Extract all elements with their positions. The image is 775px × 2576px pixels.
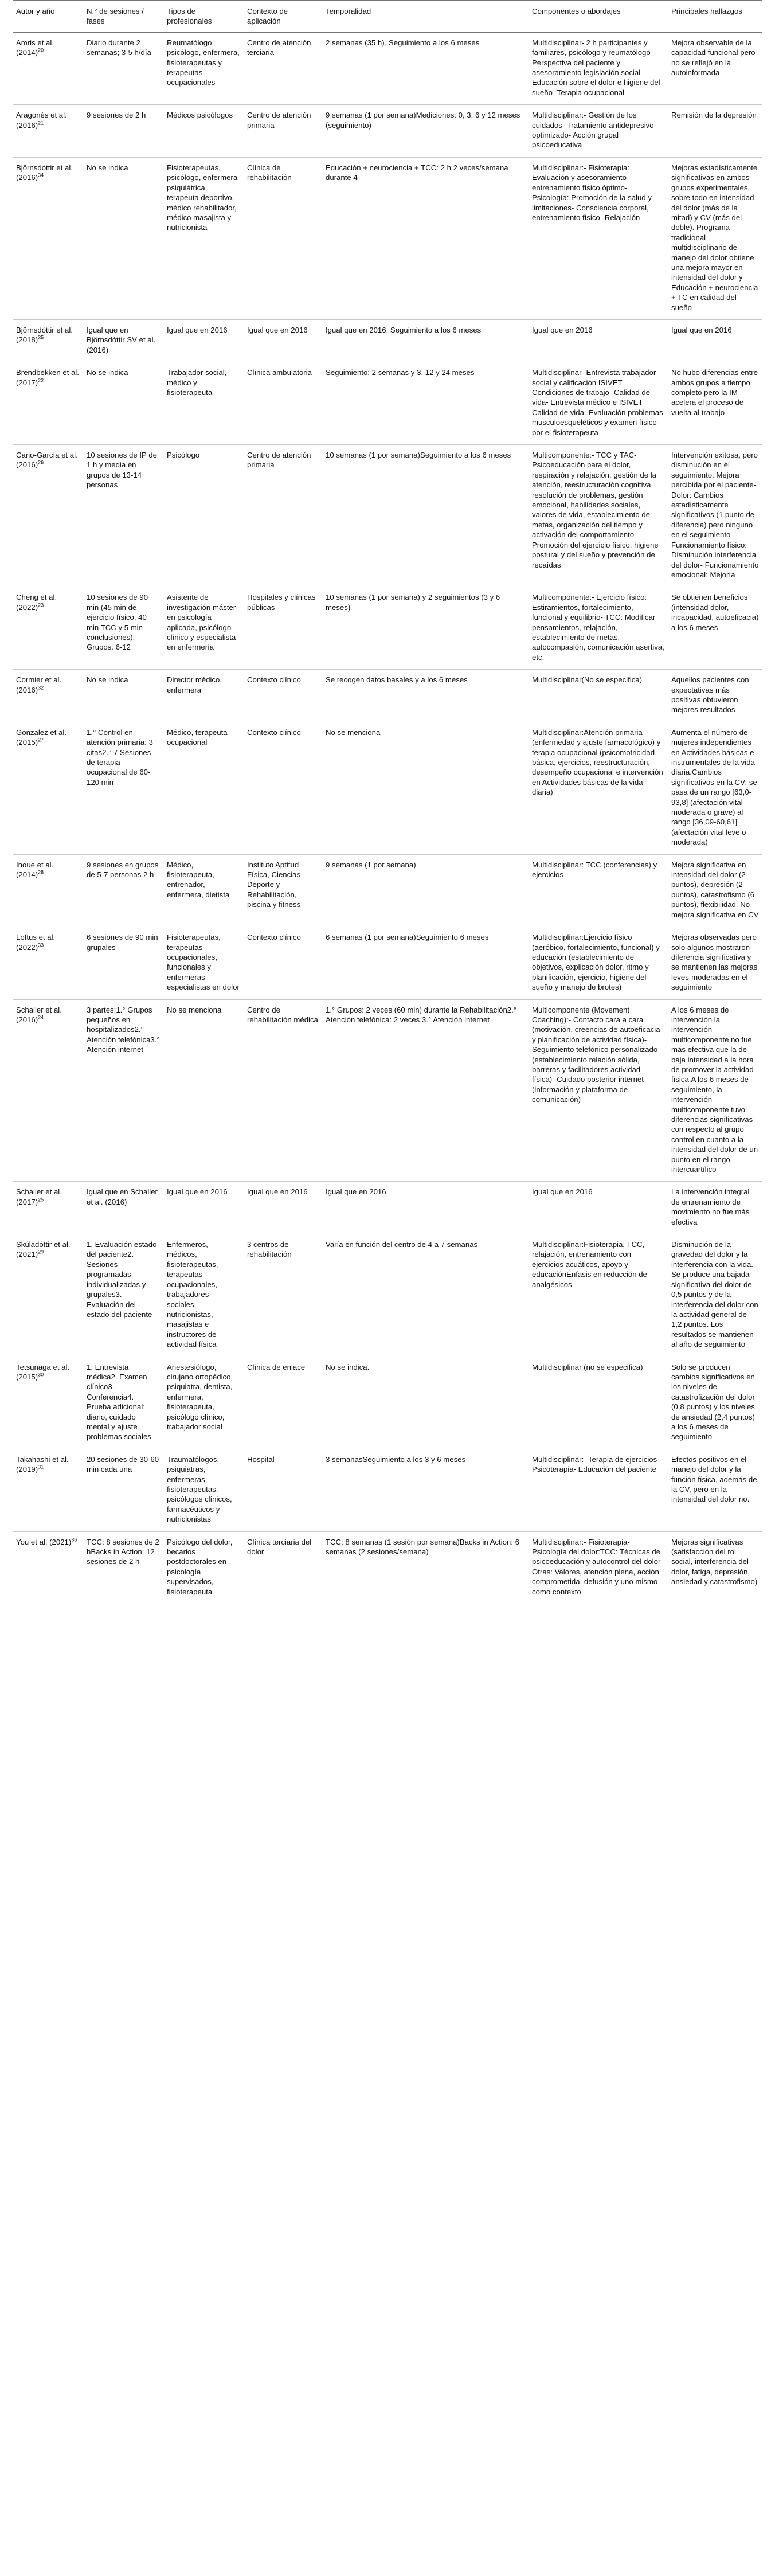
column-header: Temporalidad: [322, 1, 529, 33]
temporality-cell: [322, 854, 529, 927]
components-cell: [529, 999, 668, 1182]
sessions-cell: [83, 1182, 163, 1234]
sessions-cell: [83, 854, 163, 927]
temporality-cell-text: 10 semanas (1 por semana) y 2 seguimientos (3 y 6 meses): [326, 593, 500, 612]
sessions-cell: [83, 999, 163, 1182]
author-cell-text: Gonzalez et al. (2015): [16, 728, 66, 747]
table-row: [13, 587, 762, 670]
professionals-cell: [163, 1449, 244, 1531]
author-cell: [13, 670, 83, 722]
context-cell-text: 3 centros de rehabilitación: [247, 1240, 292, 1259]
temporality-cell: [322, 32, 529, 104]
author-cell: [13, 1182, 83, 1234]
professionals-cell-text: Igual que en 2016: [167, 1187, 228, 1197]
temporality-cell-text: 9 semanas (1 por semana)Mediciones: 0, 3, 6 y 12 meses (seguimiento): [326, 111, 520, 130]
sessions-cell: [83, 927, 163, 999]
temporality-cell: [322, 670, 529, 722]
table-row: [13, 105, 762, 158]
temporality-cell-text: 9 semanas (1 por semana): [326, 860, 416, 869]
author-cell-text: Cormier et al. (2016): [16, 675, 62, 694]
table-row: [13, 445, 762, 587]
components-cell-text: Multidisciplinar:Fisioterapia, TCC, relajación, entrenamiento con ejercicios acuáticos, apoyo y educaciónÉnfasis en reducción de analgésicos: [532, 1240, 647, 1289]
context-cell: [244, 1357, 322, 1449]
temporality-cell: [322, 722, 529, 854]
table-row: [13, 1531, 762, 1604]
temporality-cell-text: Seguimiento: 2 semanas y 3, 12 y 24 meses: [326, 368, 475, 377]
temporality-cell-text: 6 semanas (1 por semana)Seguimiento 6 meses: [326, 933, 489, 942]
author-cell-text: Amris et al. (2014): [16, 38, 54, 57]
sessions-cell: [83, 722, 163, 854]
components-cell-text: Multidisciplinar:- Terapia de ejercicios- Psicoterapia- Educación del paciente: [532, 1455, 660, 1474]
sessions-cell-text: No se indica: [87, 368, 128, 377]
author-cell: [13, 854, 83, 927]
findings-cell-text: Remisión de la depresión: [671, 111, 757, 120]
sessions-cell: [83, 587, 163, 670]
author-cell: [13, 362, 83, 445]
components-cell-text: Multidisciplinar (no se especifica): [532, 1362, 643, 1371]
temporality-cell: [322, 587, 529, 670]
temporality-cell: [322, 319, 529, 362]
author-cell-text: Schaller et al. (2017): [16, 1187, 62, 1206]
sessions-cell-text: Igual que en Schaller et al. (2016): [87, 1187, 158, 1206]
professionals-cell-text: No se menciona: [167, 1005, 222, 1014]
findings-cell-text: Mejoras significativas (satisfacción del rol social, interferencia del dolor, fatiga, depresión, ansiedad y catastrofismo): [671, 1537, 758, 1586]
professionals-cell-text: Médicos psicólogos: [167, 111, 233, 120]
sessions-cell: [83, 105, 163, 158]
author-cell-text: Cario-García et al. (2016): [16, 451, 78, 470]
context-cell-text: Contexto clínico: [247, 728, 301, 737]
author-cell: [13, 32, 83, 104]
author-cell: [13, 445, 83, 587]
components-cell: [529, 1357, 668, 1449]
context-cell-text: Hospital: [247, 1455, 275, 1464]
components-cell: [529, 319, 668, 362]
sessions-cell-text: TCC: 8 sesiones de 2 hBacks in Action: 12 sesiones de 2 h: [87, 1537, 159, 1566]
components-cell-text: Multidisciplinar:Ejercicio físico (aeróbico, fortalecimiento, funcional) y educación (establecimiento de objetivos, explicación dolor, ritmo y planificación, ejercicio, higiene del sueño y manejo de brotes): [532, 933, 660, 992]
sessions-cell-text: 6 sesiones de 90 min grupales: [87, 933, 158, 952]
temporality-cell-text: TCC: 8 semanas (1 sesión por semana)Backs in Action: 6 semanas (2 sesiones/semana): [326, 1537, 519, 1557]
temporality-cell-text: Varía en función del centro de 4 a 7 semanas: [326, 1240, 478, 1249]
author-cell: [13, 1234, 83, 1357]
context-cell: [244, 854, 322, 927]
professionals-cell-text: Asistente de investigación máster en psicología aplicada, psicólogo clínico y especialista en enfermería: [167, 593, 236, 652]
author-cell-text: Loftus et al. (2022): [16, 933, 56, 952]
temporality-cell-text: 2 semanas (35 h). Seguimiento a los 6 meses: [326, 38, 480, 47]
findings-cell: [668, 1531, 762, 1604]
components-cell-text: Multidisciplinar- 2 h participantes y familiares, psicólogo y reumatólogo- Perspectiva del paciente y asesoramiento legislación social- Educación sobre el dolor e higiene del sueño- Terapia ocupacional: [532, 38, 660, 97]
components-cell: [529, 670, 668, 722]
author-cell: [13, 722, 83, 854]
temporality-cell-text: Educación + neurociencia + TCC: 2 h 2 veces/semana durante 4: [326, 163, 508, 182]
findings-cell: [668, 445, 762, 587]
context-cell: [244, 32, 322, 104]
author-cell-text: Schaller et al. (2016): [16, 1005, 62, 1024]
temporality-cell-text: 3 semanasSeguimiento a los 3 y 6 meses: [326, 1455, 466, 1464]
reference-number: 35: [38, 334, 44, 341]
findings-cell: [668, 670, 762, 722]
author-cell: [13, 999, 83, 1182]
findings-cell-text: Se obtienen beneficios (intensidad dolor, incapacidad, autoeficacia) a los 6 meses: [671, 593, 759, 632]
reference-number: 27: [38, 737, 44, 743]
table-row: [13, 319, 762, 362]
sessions-cell: [83, 157, 163, 319]
context-cell: [244, 105, 322, 158]
sessions-cell-text: Diario durante 2 semanas; 3-5 h/día: [87, 38, 151, 57]
context-cell: [244, 587, 322, 670]
table-header: [13, 1, 762, 33]
components-cell: [529, 1449, 668, 1531]
professionals-cell-text: Fisioterapeutas, terapeutas ocupacionales, funcionales y enfermeras especialistas en dolor: [167, 933, 240, 992]
findings-cell-text: Intervención exitosa, pero disminución en el seguimiento. Mejora percibida por el paciente- Dolor: Cambios estadísticamente significativos (1 punto de diferencia) pero ninguno en el seguimiento- Funcionamiento físico: Disminución interferencia del dolor- Funcionamiento emocional: Mejoría: [671, 451, 759, 579]
column-header: N.° de sesiones / fases: [83, 1, 163, 33]
temporality-cell: [322, 999, 529, 1182]
column-header: Componentes o abordajes: [529, 1, 668, 33]
context-cell-text: Clínica de enlace: [247, 1362, 306, 1371]
sessions-cell: [83, 1449, 163, 1531]
temporality-cell: [322, 1182, 529, 1234]
context-cell-text: Igual que en 2016: [247, 325, 308, 334]
context-cell: [244, 1234, 322, 1357]
components-cell-text: Igual que en 2016: [532, 1187, 593, 1197]
temporality-cell-text: 10 semanas (1 por semana)Seguimiento a los 6 meses: [326, 451, 511, 460]
professionals-cell-text: Psicólogo del dolor, becarios postdoctorales en psicología supervisados, fisioterapeuta: [167, 1537, 233, 1596]
findings-cell-text: Efectos positivos en el manejo del dolor y la función física, además de la CV, pero en la intensidad del dolor no.: [671, 1455, 757, 1504]
components-cell: [529, 854, 668, 927]
findings-cell: [668, 854, 762, 927]
findings-cell-text: Mejoras observadas pero solo algunos mostraron diferencia significativa y se mantienen las mejoras leves-moderadas en el seguimiento: [671, 933, 758, 992]
components-cell: [529, 157, 668, 319]
author-cell-text: You et al. (2021): [16, 1537, 72, 1546]
reference-number: 25: [38, 1197, 44, 1203]
author-cell: [13, 587, 83, 670]
context-cell: [244, 999, 322, 1182]
findings-cell-text: No hubo diferencias entre ambos grupos a tiempo completo pero la IM acelera el proceso de vuelta al trabajo: [671, 368, 758, 417]
reference-number: 23: [38, 602, 44, 608]
professionals-cell-text: Igual que en 2016: [167, 325, 228, 334]
findings-cell: [668, 319, 762, 362]
author-cell-text: Inoue et al. (2014): [16, 860, 54, 879]
context-cell: [244, 319, 322, 362]
professionals-cell: [163, 927, 244, 999]
sessions-cell: [83, 1531, 163, 1604]
findings-cell: [668, 32, 762, 104]
components-cell: [529, 1531, 668, 1604]
temporality-cell-text: 1.° Grupos: 2 veces (60 min) durante la Rehabilitación2.° Atención telefónica: 2 veces.3.° Atención internet: [326, 1005, 517, 1024]
components-cell: [529, 722, 668, 854]
sessions-cell-text: 1. Entrevista médica2. Examen clínico3. Conferencia4. Prueba adicional: diario, cuidado mental y ajuste problemas sociales: [87, 1362, 151, 1441]
components-cell-text: Multidisciplinar:Atención primaria (enfermedad y ajuste farmacológico) y terapia ocupacional (psicomotricidad básica, ejercicios, reestructuración, desempeño ocupacional e intervención en Actividades básicas de la vida diaria): [532, 728, 663, 797]
table-row: [13, 854, 762, 927]
professionals-cell: [163, 445, 244, 587]
components-cell: [529, 32, 668, 104]
table-row: [13, 1234, 762, 1357]
reference-number: 33: [38, 942, 44, 948]
components-cell-text: Multidisciplinar: TCC (conferencias) y ejercicios: [532, 860, 657, 879]
context-cell: [244, 445, 322, 587]
sessions-cell-text: 1.° Control en atención primaria: 3 citas2.° 7 Sesiones de terapia ocupacional de 60-120 min: [87, 728, 153, 787]
findings-cell: [668, 999, 762, 1182]
table-row: [13, 157, 762, 319]
findings-cell: [668, 927, 762, 999]
professionals-cell: [163, 999, 244, 1182]
author-cell: [13, 105, 83, 158]
table-row: [13, 670, 762, 722]
temporality-cell: [322, 1449, 529, 1531]
professionals-cell-text: Trabajador social, médico y fisioterapeuta: [167, 368, 227, 397]
reference-number: 20: [38, 47, 44, 53]
professionals-cell: [163, 32, 244, 104]
temporality-cell: [322, 445, 529, 587]
components-cell: [529, 1234, 668, 1357]
author-cell-text: Aragonès et al. (2016): [16, 111, 67, 130]
sessions-cell-text: No se indica: [87, 163, 128, 172]
reference-number: 22: [38, 377, 44, 384]
sessions-cell-text: 1. Evaluación estado del paciente2. Sesiones programadas individualizadas y grupales3. Evaluación del estado del paciente: [87, 1240, 157, 1319]
components-cell: [529, 105, 668, 158]
table-row: [13, 927, 762, 999]
temporality-cell-text: No se indica.: [326, 1362, 370, 1371]
professionals-cell: [163, 1357, 244, 1449]
sessions-cell: [83, 445, 163, 587]
temporality-cell-text: Igual que en 2016. Seguimiento a los 6 meses: [326, 325, 482, 334]
sessions-cell: [83, 362, 163, 445]
reference-number: 26: [38, 460, 44, 466]
context-cell: [244, 722, 322, 854]
column-header: Tipos de profesionales: [163, 1, 244, 33]
findings-cell-text: Solo se producen cambios significativos en los niveles de catastrofización del dolor (0,8 puntos) y los niveles de ansiedad (2,4 puntos) a los 6 meses de seguimiento: [671, 1362, 755, 1441]
table-row: [13, 1182, 762, 1234]
author-cell-text: Tetsunaga et al. (2015): [16, 1362, 70, 1381]
components-cell-text: Igual que en 2016: [532, 325, 593, 334]
context-cell-text: Instituto Aptitud Física, Ciencias Deporte y Rehabilitación, piscina y fitness: [247, 860, 301, 909]
table-row: [13, 32, 762, 104]
context-cell: [244, 362, 322, 445]
findings-cell: [668, 105, 762, 158]
findings-cell: [668, 1234, 762, 1357]
findings-cell-text: Igual que en 2016: [671, 325, 732, 334]
professionals-cell: [163, 1531, 244, 1604]
table-row: [13, 362, 762, 445]
author-cell: [13, 1531, 83, 1604]
table-body: [13, 32, 762, 1604]
context-cell: [244, 1182, 322, 1234]
author-cell-text: Björnsdóttir et al. (2016): [16, 163, 73, 182]
context-cell-text: Contexto clínico: [247, 675, 301, 685]
context-cell-text: Centro de atención primaria: [247, 451, 311, 470]
column-header: Autor y año: [13, 1, 83, 33]
sessions-cell-text: 10 sesiones de IP de 1 h y media en grupos de 13-14 personas: [87, 451, 157, 490]
professionals-cell: [163, 587, 244, 670]
context-cell-text: Centro de atención primaria: [247, 111, 311, 130]
findings-cell: [668, 587, 762, 670]
reference-number: 21: [38, 120, 44, 126]
author-cell-text: Brendbekken et al. (2017): [16, 368, 79, 387]
context-cell-text: Clínica terciaria del dolor: [247, 1537, 312, 1557]
components-cell: [529, 1182, 668, 1234]
components-cell-text: Multidisciplinar- Entrevista trabajador social y calificación ISIVET Condiciones de trabajo- Calidad de vida- Entrevista médico e ISIVET Calidad de vida- Evaluación problemas musculoesqueléticos y examen físico por el fisioterapeuta: [532, 368, 663, 437]
sessions-cell-text: No se indica: [87, 675, 128, 685]
author-cell-text: Björnsdóttir et al. (2018): [16, 325, 73, 345]
findings-cell-text: Aquellos pacientes con expectativas más positivas obtuvieron mejores resultados: [671, 675, 749, 714]
findings-cell: [668, 157, 762, 319]
context-cell-text: Clínica ambulatoria: [247, 368, 312, 377]
components-cell-text: Multicomponente:- Ejercicio físico: Estiramientos, fortalecimiento, funcional y equilibrio- TCC: Modificar pensamientos, relajación, establecimiento de metas, autocompasión, comunicación asertiva, etc.: [532, 593, 664, 662]
professionals-cell: [163, 1234, 244, 1357]
reference-number: 29: [38, 1249, 44, 1256]
components-cell-text: Multidisciplinar(No se especifica): [532, 675, 643, 685]
findings-cell-text: Disminución de la gravedad del dolor y la interferencia con la vida. Se produce una bajada significativa del dolor de 0,5 puntos y de la interferencia del dolor con la actividad general de 1,2 puntos. Los resultados se mantienen al año de seguimiento: [671, 1240, 758, 1349]
sessions-cell: [83, 319, 163, 362]
components-cell: [529, 362, 668, 445]
table-row: [13, 722, 762, 854]
professionals-cell: [163, 854, 244, 927]
column-header: Contexto de aplicación: [244, 1, 322, 33]
findings-cell-text: Mejora observable de la capacidad funcional pero no se reflejó en la autoinformada: [671, 38, 756, 77]
context-cell-text: Centro de atención terciaria: [247, 38, 311, 57]
professionals-cell-text: Reumatólogo, psicólogo, enfermera, fisioterapeutas y terapeutas ocupacionales: [167, 38, 240, 87]
reference-number: 24: [38, 1014, 44, 1021]
professionals-cell-text: Enfermeros, médicos, fisioterapeutas, terapeutas ocupacionales, trabajadores sociales, nutricionistas, masajistas e instructores de actividad física: [167, 1240, 218, 1349]
context-cell: [244, 157, 322, 319]
professionals-cell: [163, 319, 244, 362]
context-cell: [244, 1531, 322, 1604]
components-cell-text: Multicomponente:- TCC y TAC- Psicoeducación para el dolor, respiración y relajación, gestión de la atención, reestructuración cognitiva, resolución de problemas, gestión emocional, habilidades sociales, valores de vida, establecimiento de metas, organización del tiempo y activación del comportamiento- Promoción del ejercicio físico, higiene postural y del sueño y prevención de recaídas: [532, 451, 659, 569]
sessions-cell-text: 3 partes:1.° Grupos pequeños en hospitalizados2.° Atención telefónica3.° Atención internet: [87, 1005, 160, 1054]
components-cell: [529, 587, 668, 670]
sessions-cell: [83, 1357, 163, 1449]
sessions-cell-text: 9 sesiones de 2 h: [87, 111, 146, 120]
author-cell: [13, 157, 83, 319]
temporality-cell-text: No se menciona: [326, 728, 381, 737]
author-cell: [13, 1357, 83, 1449]
sessions-cell: [83, 670, 163, 722]
temporality-cell: [322, 157, 529, 319]
context-cell: [244, 670, 322, 722]
professionals-cell: [163, 1182, 244, 1234]
findings-cell: [668, 722, 762, 854]
temporality-cell: [322, 362, 529, 445]
professionals-cell: [163, 362, 244, 445]
findings-cell-text: A los 6 meses de intervención la intervención multicomponente no fue más efectiva que la de baja intensidad a la hora de promover la actividad física.A los 6 meses de seguimiento, la intervención multicomponente tuvo diferencias significativas con respecto al grupo control en cuanto a la intensidad del dolor de un punto en el rango intercuartílico: [671, 1005, 758, 1174]
context-cell-text: Contexto clínico: [247, 933, 301, 942]
professionals-cell: [163, 105, 244, 158]
findings-cell-text: Mejoras estadísticamente significativas en ambos grupos experimentales, sobre todo en intensidad del dolor (más de la mitad) y CV (más del doble). Programa tradicional multidisciplinario de manejo del dolor obtiene una mejora mayor en intensidad del dolor y Educación + neurociencia + TC en calidad del sueño: [671, 163, 758, 312]
sessions-cell-text: 20 sesiones de 30-60 min cada una: [87, 1455, 159, 1474]
author-cell: [13, 1449, 83, 1531]
sessions-cell: [83, 32, 163, 104]
professionals-cell-text: Director médico, enfermera: [167, 675, 222, 694]
temporality-cell: [322, 927, 529, 999]
header-row: [13, 1, 762, 33]
reference-number: 28: [38, 869, 44, 875]
professionals-cell-text: Psicólogo: [167, 451, 200, 460]
professionals-cell: [163, 157, 244, 319]
reference-number: 32: [38, 685, 44, 691]
reference-number: 30: [38, 1371, 44, 1378]
temporality-cell-text: Igual que en 2016: [326, 1187, 386, 1197]
table-row: [13, 999, 762, 1182]
professionals-cell-text: Fisioterapeutas, psicólogo, enfermera psiquiátrica, terapeuta deportivo, médico rehabilitador, médico masajista y nutricionista: [167, 163, 238, 232]
sessions-cell-text: Igual que en Björnsdóttir SV et al. (2016): [87, 325, 156, 354]
components-cell: [529, 445, 668, 587]
temporality-cell: [322, 105, 529, 158]
temporality-cell: [322, 1234, 529, 1357]
table-row: [13, 1357, 762, 1449]
components-cell-text: Multicomponente (Movement Coaching):- Contacto cara a cara (motivación, creencias de autoeficacia y planificación de actividad física)- Seguimiento telefónico personalizado (establecimiento relación sólida, barreras y facilitadores actividad física)- Cuidado posterior internet (información y plataforma de comunicación): [532, 1005, 660, 1104]
components-cell: [529, 927, 668, 999]
professionals-cell-text: Médico, fisioterapeuta, entrenador, enfermera, dietista: [167, 860, 230, 899]
context-cell: [244, 1449, 322, 1531]
reference-number: 34: [38, 172, 44, 178]
context-cell-text: Hospitales y clínicas públicas: [247, 593, 316, 612]
components-cell-text: Multidisciplinar:- Fisioterapia: Evaluación y asesoramiento entrenamiento físico óptimo- Psicología: Promoción de la salud y limitaciones- Consciencia corporal, entrenamiento físico- Relajación: [532, 163, 652, 222]
components-cell-text: Multidisciplinar:- Gestión de los cuidados- Tratamiento antidepresivo optimizado- Acción grupal psicoeducativa: [532, 111, 654, 150]
findings-cell-text: Aumenta el número de mujeres independientes en Actividades básicas e instrumentales de la vida diaria.Cambios significativos en la CV: se pasa de un rango [63,0-93,8] (afectación vital moderada o grave) al rango [36,09-60,61] (afectación vital leve o moderada): [671, 728, 757, 847]
professionals-cell: [163, 722, 244, 854]
column-header: Principales hallazgos: [668, 1, 762, 33]
context-cell-text: Centro de rehabilitación médica: [247, 1005, 318, 1024]
reference-number: 31: [38, 1464, 44, 1470]
sessions-cell-text: 9 sesiones en grupos de 5-7 personas 2 h: [87, 860, 159, 879]
context-cell-text: Igual que en 2016: [247, 1187, 308, 1197]
findings-cell: [668, 1182, 762, 1234]
sessions-cell-text: 10 sesiones de 90 min (45 min de ejercicio físico, 40 min TCC y 5 min conclusiones). Grupos. 6-12: [87, 593, 148, 652]
professionals-cell-text: Anestesiólogo, cirujano ortopédico, psiquiatra, dentista, enfermera, fisioterapeuta, psicólogo clínico, trabajador social: [167, 1362, 233, 1431]
table-row: [13, 1449, 762, 1531]
findings-cell-text: La intervención integral de entrenamiento de movimiento no fue más efectiva: [671, 1187, 750, 1226]
author-cell: [13, 927, 83, 999]
temporality-cell: [322, 1531, 529, 1604]
author-cell-text: Skúladóttir et al. (2021): [16, 1240, 71, 1259]
professionals-cell-text: Traumatólogos, psiquiatras, enfermeras, fisioterapeutas, psicólogos clínicos, farmacéuticos y nutricionistas: [167, 1455, 232, 1524]
findings-cell: [668, 362, 762, 445]
sessions-cell: [83, 1234, 163, 1357]
findings-cell: [668, 1357, 762, 1449]
author-cell-text: Cheng et al. (2022): [16, 593, 57, 612]
author-cell-text: Takahashi et al. (2019): [16, 1455, 69, 1474]
temporality-cell: [322, 1357, 529, 1449]
findings-cell: [668, 1449, 762, 1531]
reference-number: 36: [71, 1537, 77, 1543]
temporality-cell-text: Se recogen datos basales y a los 6 meses: [326, 675, 468, 685]
components-cell-text: Multidisciplinar:- Fisioterapia- Psicología del dolor:TCC: Técnicas de psicoeducación y autocontrol del dolor- Otras: Valores, atención plena, acción comprometida, defusión y uno mismo como contexto: [532, 1537, 663, 1596]
author-cell: [13, 319, 83, 362]
context-cell: [244, 927, 322, 999]
context-cell-text: Clínica de rehabilitación: [247, 163, 292, 182]
findings-cell-text: Mejora significativa en intensidad del dolor (2 puntos), depresión (2 puntos), catastrofismo (6 puntos), flexibilidad. No mejora significativa en CV: [671, 860, 759, 919]
professionals-cell: [163, 670, 244, 722]
professionals-cell-text: Médico, terapeuta ocupacional: [167, 728, 228, 747]
studies-table: [13, 0, 762, 1604]
